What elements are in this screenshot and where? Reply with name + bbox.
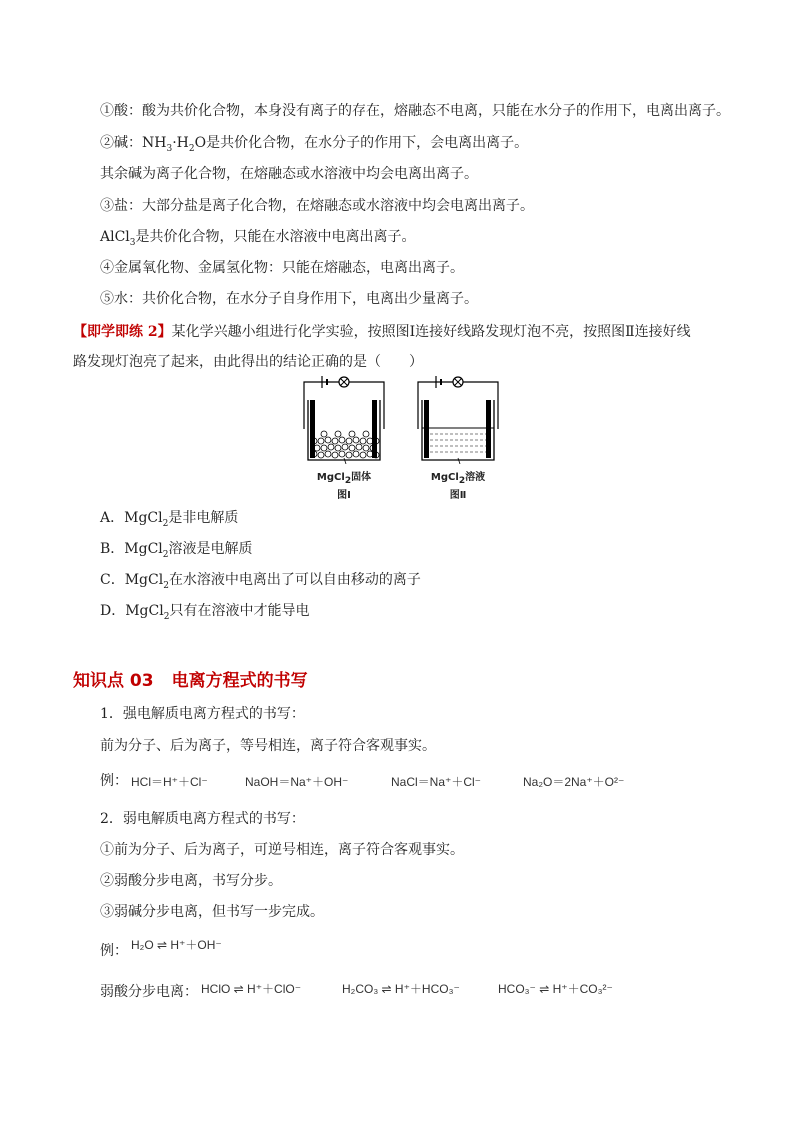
alcl3-line — [100, 227, 416, 253]
equation: HCl＝H⁺＋Cl⁻ — [131, 775, 208, 789]
section-heading — [73, 666, 308, 691]
exercise-text-2: 路发现灯泡亮了起来，由此得出的结论正确的是（ ） — [73, 354, 423, 370]
base-mid: ·H — [172, 135, 189, 151]
base-suffix: O是共价化合物，在水分子的作用下，会电离出离子。 — [194, 135, 529, 151]
equation: H₂O ⇌ H⁺＋OH⁻ — [131, 938, 222, 952]
water-line: ⑤水：共价化合物，在水分子自身作用下，电离出少量离子。 — [100, 291, 478, 307]
sub: 3 — [129, 237, 136, 248]
other-bases-line: 其余碱为离子化合物，在熔融态或水溶液中均会电离出离子。 — [100, 166, 478, 182]
weak-example-label: 例： — [100, 943, 128, 959]
alcl3-suffix: 是共价化合物，只能在水溶液中电离出离子。 — [135, 229, 416, 245]
alcl3-prefix: AlCl — [100, 229, 130, 245]
strong-rule: 前为分子、后为离子，等号相连，离子符合客观事实。 — [100, 738, 436, 754]
equation: H₂CO₃ ⇌ H⁺＋HCO₃⁻ — [342, 982, 460, 996]
equation: HClO ⇌ H⁺＋ClO⁻ — [201, 982, 302, 996]
option-a: A．MgCl$_2$是非电解质 — [100, 510, 239, 529]
equation: NaOH＝Na⁺＋OH⁻ — [245, 775, 349, 789]
figure-1-label: MgCl$_2$固体 — [316, 472, 372, 486]
equation: HCO₃⁻ ⇌ H⁺＋CO₃²⁻ — [498, 982, 613, 996]
equation: Na₂O＝2Na⁺＋O²⁻ — [523, 775, 625, 789]
sub: 2 — [188, 143, 195, 154]
figure-1-caption: 图Ⅰ — [337, 490, 351, 501]
metal-line: ④金属氧化物、金属氢化物：只能在熔融态，电离出离子。 — [100, 260, 464, 276]
base-prefix: ②碱：NH — [100, 135, 167, 151]
base-line — [100, 133, 528, 159]
weak-acid-label: 弱酸分步电离： — [100, 984, 198, 1000]
figure-2-drawing — [408, 374, 508, 464]
strong-title: 1．强电解质电离方程式的书写： — [100, 706, 305, 722]
sub: 3 — [166, 143, 173, 154]
option-b: B．MgCl$_2$溶液是电解质 — [100, 541, 253, 560]
weak-rule-3: ③弱碱分步电离，但书写一步完成。 — [100, 904, 324, 920]
exercise-text: 某化学兴趣小组进行化学实验，按照图Ⅰ连接好线路发现灯泡不亮，按照图Ⅱ连接好线 — [171, 324, 691, 340]
section-number: 知识点 03 — [73, 671, 154, 691]
weak-rule-1: ①前为分子、后为离子，可逆号相连，离子符合客观事实。 — [100, 842, 464, 858]
weak-title: 2．弱电解质电离方程式的书写： — [100, 811, 305, 827]
weak-rule-2: ②弱酸分步电离，书写分步。 — [100, 873, 282, 889]
figure-2 — [408, 374, 508, 502]
option-c: C．MgCl$_2$在水溶液中电离出了可以自由移动的离子 — [100, 572, 421, 591]
acid-line: ①酸：酸为共价化合物，本身没有离子的存在，熔融态不电离，只能在水分子的作用下，电离出离子。 — [100, 103, 730, 119]
section-title: 电离方程式的书写 — [171, 671, 308, 691]
figure-2-label: MgCl$_2$溶液 — [430, 472, 486, 486]
option-d: D．MgCl$_2$只有在溶液中才能导电 — [100, 603, 310, 622]
strong-example-label: 例： — [100, 773, 128, 789]
equation: NaCl＝Na⁺＋Cl⁻ — [391, 775, 482, 789]
figure-1-drawing — [294, 374, 394, 464]
figure-2-caption: 图Ⅱ — [449, 490, 467, 501]
salt-line: ③盐：大部分盐是离子化合物，在熔融态或水溶液中均会电离出离子。 — [100, 198, 534, 214]
figure-1 — [294, 374, 394, 502]
exercise-tag: 【即学即练 2】 — [73, 324, 172, 340]
exercise-text-1 — [73, 322, 691, 342]
